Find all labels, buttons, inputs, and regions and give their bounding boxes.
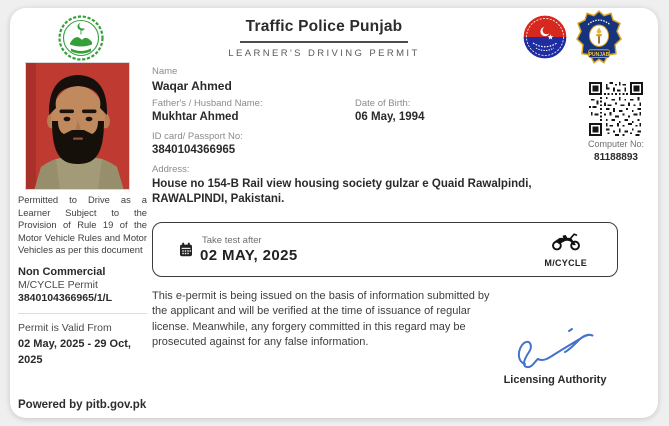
computer-no-label: Computer No:: [587, 139, 645, 149]
motorcycle-icon: [550, 231, 582, 256]
field-date-of-birth: [355, 98, 424, 123]
badge-label: PUNJAB: [588, 51, 610, 59]
validity-value: 02 May, 2025 - 29 Oct, 2025: [18, 337, 131, 367]
address-value: House no 154-B Rail view housing society gulzar e Quaid Rawalpindi, RAWALPINDI, Pakistani.: [152, 178, 532, 206]
qr-code-icon: [589, 82, 643, 136]
signature-block: [465, 326, 645, 386]
dob-label: Date of Birth:: [355, 98, 411, 109]
left-panel-divider: [18, 313, 147, 314]
test-date-box: [152, 222, 618, 277]
name-label: Name: [152, 66, 178, 77]
father-value: Mukhtar Ahmed: [152, 111, 239, 123]
field-name: [152, 66, 232, 93]
father-label: Father's / Husband Name:: [152, 98, 263, 109]
permit-type: M/CYCLE Permit: [18, 278, 98, 291]
punjab-government-crest-icon: [55, 13, 107, 63]
field-father-husband-name: [152, 98, 263, 123]
traffic-police-badge-icon: [576, 10, 622, 66]
page-subtitle: LEARNER'S DRIVING PERMIT: [228, 48, 420, 59]
id-value: 3840104366965: [152, 144, 236, 156]
validity-label: Permit is Valid From: [18, 321, 112, 334]
left-panel: [18, 194, 147, 369]
punjab-police-logo-icon: [522, 14, 568, 60]
vehicle-group: [544, 231, 587, 268]
id-label: ID card/ Passport No:: [152, 131, 243, 142]
field-address: [152, 164, 582, 207]
applicant-photo: [25, 62, 130, 190]
test-date-group: [179, 235, 298, 264]
vehicle-type-label: M/CYCLE: [544, 258, 587, 268]
take-test-after-label: Take test after: [202, 235, 262, 246]
licensing-authority-label: Licensing Authority: [503, 374, 607, 386]
permit-card: [10, 8, 658, 418]
address-label: Address:: [152, 164, 190, 175]
test-date-texts: [200, 235, 298, 264]
page-title: Traffic Police Punjab: [240, 18, 409, 43]
dob-value: 06 May, 1994: [355, 111, 425, 123]
permit-number: 3840104366965/1/L: [18, 291, 113, 304]
signature-icon: [509, 326, 601, 372]
disclaimer-text: This e-permit is being issued on the basis of information submitted by the applicant and will be verified at the time of issuance of regular license. Meanwhile, any forgery committed in this regard may be prosecuted against for any false information.: [152, 290, 490, 349]
category-title: Non Commercial: [18, 265, 106, 278]
document-header: [150, 18, 498, 59]
name-value: Waqar Ahmed: [152, 79, 232, 93]
permission-text: Permitted to Drive as a Learner Subject to the Provision of Rule 19 of the Motor Vehicle Rules and Motor Vehicles as per this document: [18, 194, 147, 256]
test-date-value: 02 MAY, 2025: [200, 247, 298, 264]
computer-no-value: 81188893: [594, 151, 638, 163]
field-id-card: [152, 131, 243, 156]
qr-block: [578, 82, 654, 163]
calendar-icon: [179, 242, 193, 262]
powered-by-text: Powered by pitb.gov.pk: [18, 399, 147, 411]
